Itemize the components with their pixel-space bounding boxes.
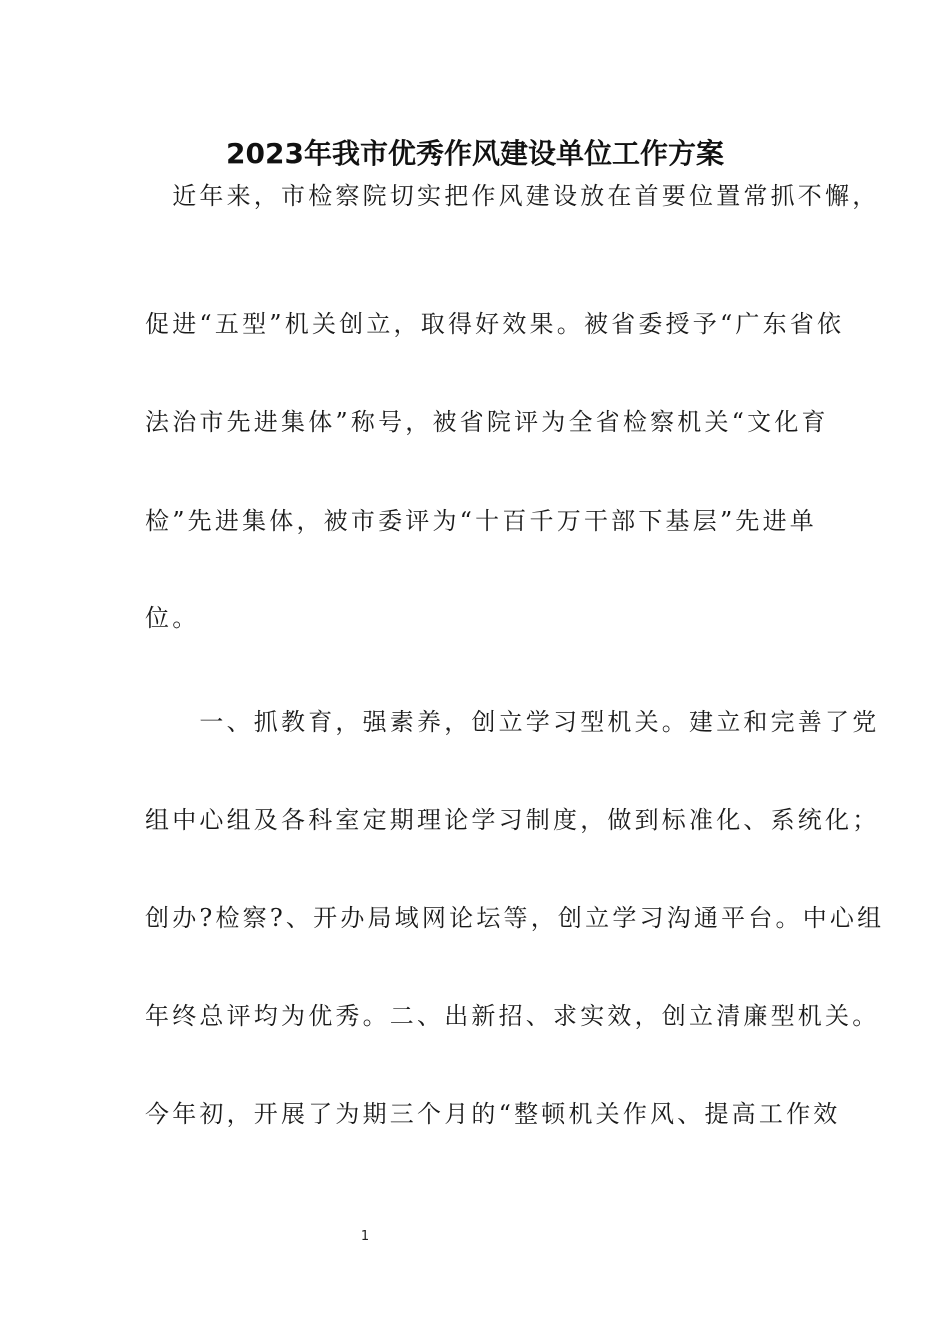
page-number: 1 bbox=[360, 1229, 370, 1244]
paragraph-line: 年终总评均为优秀。二、出新招、求实效，创立清廉型机关。 bbox=[145, 1002, 880, 1030]
document-title: 2023年我市优秀作风建设单位工作方案 bbox=[226, 137, 724, 170]
paragraph-line: 法治市先进集体”称号，被省院评为全省检察机关“文化育 bbox=[145, 408, 829, 436]
paragraph-line: 检”先进集体，被市委评为“十百千万干部下基层”先进单 bbox=[145, 507, 818, 535]
paragraph-line: 近年来，市检察院切实把作风建设放在首要位置常抓不懈， bbox=[145, 182, 880, 210]
paragraph-line: 促进“五型”机关创立，取得好效果。被省委授予“广东省依 bbox=[145, 310, 845, 338]
paragraph-line: 位。 bbox=[145, 604, 200, 632]
paragraph-line: 组中心组及各科室定期理论学习制度，做到标准化、系统化； bbox=[145, 806, 880, 834]
paragraph-line: 创办?检察?、开办局域网论坛等，创立学习沟通平台。中心组 bbox=[145, 904, 885, 932]
paragraph-line: 一、抓教育，强素养，创立学习型机关。建立和完善了党 bbox=[145, 708, 880, 736]
paragraph-line: 今年初，开展了为期三个月的“整顿机关作风、提高工作效 bbox=[145, 1100, 841, 1128]
